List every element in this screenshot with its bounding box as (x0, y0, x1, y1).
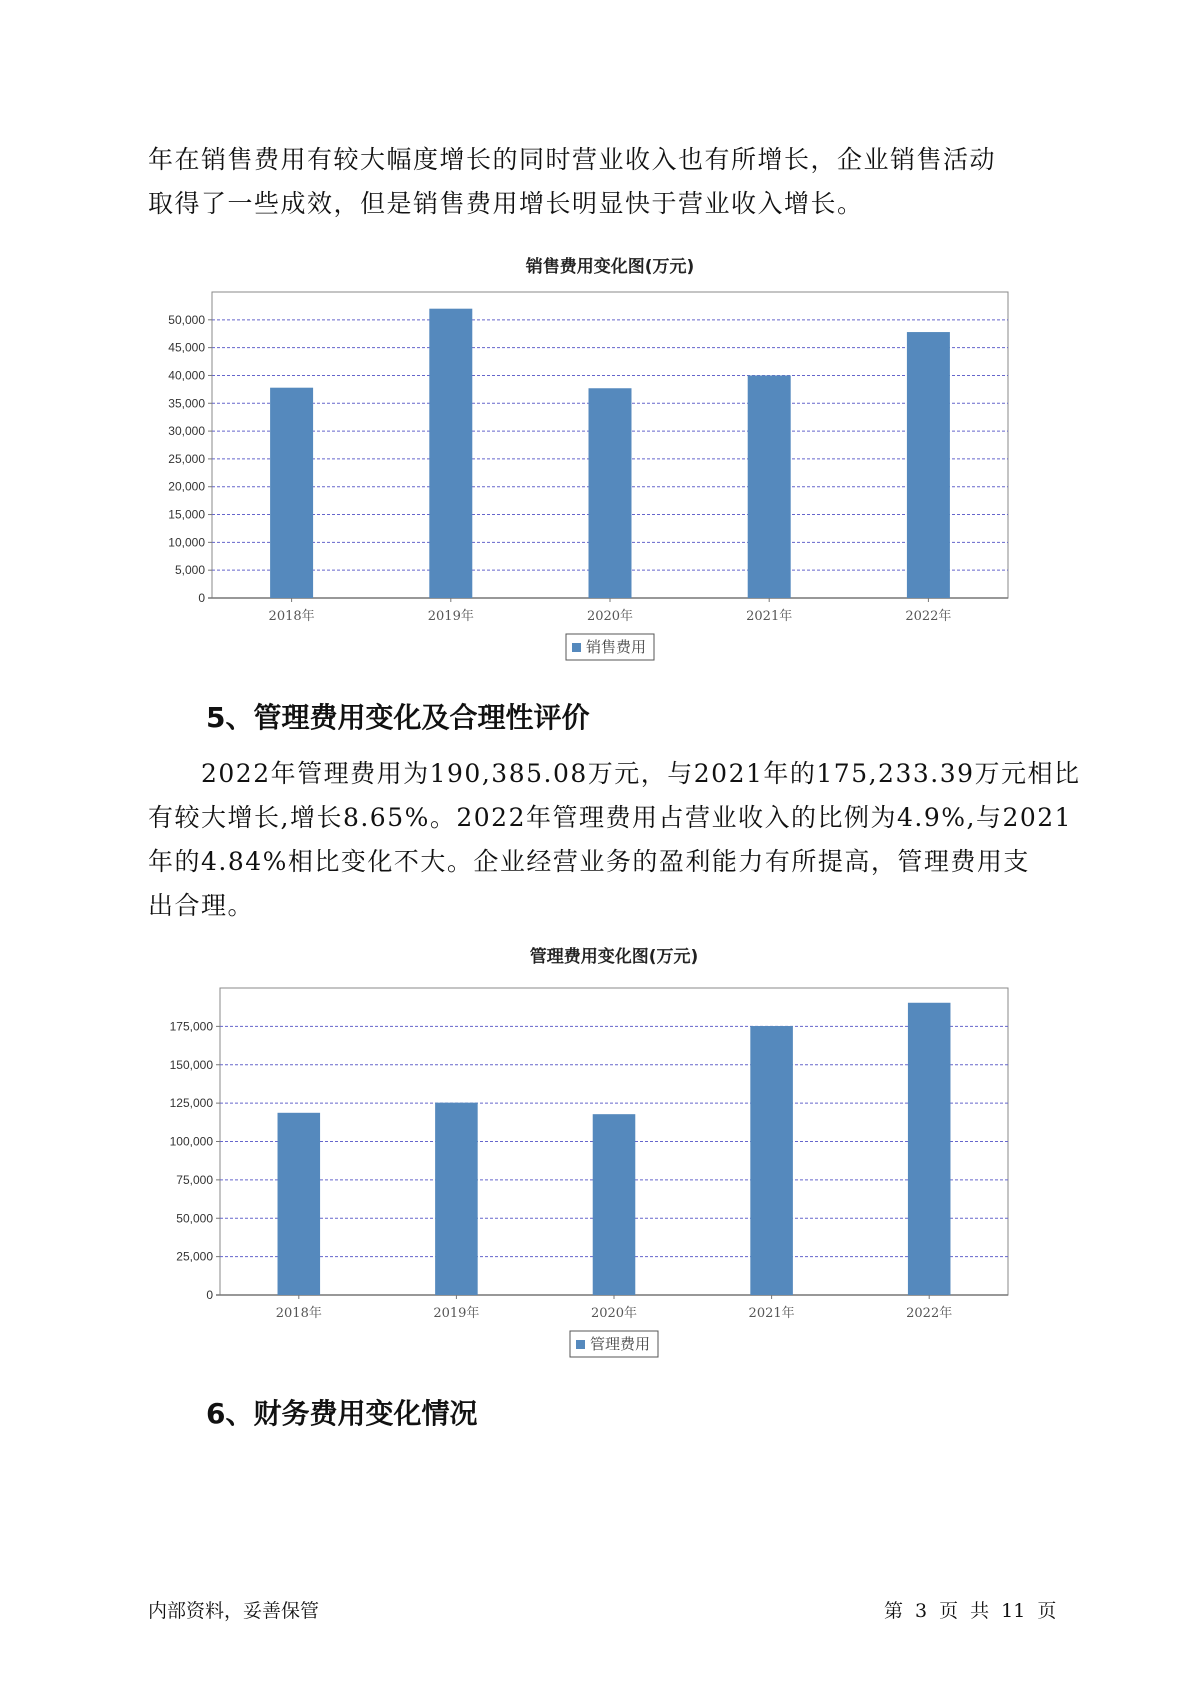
bar (907, 332, 950, 598)
section-5-heading: 5、管理费用变化及合理性评价 (206, 701, 590, 734)
y-tick-label: 40,000 (168, 368, 205, 383)
legend-swatch (576, 1340, 585, 1349)
y-tick-label: 45,000 (168, 340, 205, 355)
y-tick-label: 175,000 (169, 1019, 213, 1034)
y-tick-label: 0 (198, 591, 205, 605)
total-pages: 11 (1001, 1600, 1026, 1622)
bar (748, 375, 791, 598)
legend-swatch (572, 643, 581, 652)
bar (435, 1103, 478, 1295)
y-tick-label: 20,000 (168, 479, 205, 494)
paragraph-line: 有较大增长,增长8.65%。2022年管理费用占营业收入的比例为4.9%,与2021 (148, 803, 1073, 832)
bar (429, 309, 472, 598)
x-tick-label: 2018年 (275, 1306, 322, 1321)
y-tick-label: 15,000 (168, 507, 205, 522)
admin-expense-chart (140, 940, 1060, 1360)
bar (750, 1026, 793, 1295)
admin-expense-chart-svg (140, 940, 1060, 1360)
paragraph-line: 取得了一些成效，但是销售费用增长明显快于营业收入增长。 (148, 189, 864, 218)
x-tick-label: 2022年 (905, 609, 952, 624)
y-tick-label: 25,000 (176, 1249, 213, 1264)
y-tick-label: 35,000 (168, 396, 205, 411)
x-tick-label: 2021年 (746, 609, 793, 624)
sales-expense-chart-svg (140, 250, 1060, 670)
paragraph-line: 年的4.84%相比变化不大。企业经营业务的盈利能力有所提高，管理费用支 (148, 847, 1030, 876)
y-tick-label: 30,000 (168, 424, 205, 439)
x-tick-label: 2019年 (433, 1306, 480, 1321)
page-number: 3 (915, 1600, 928, 1622)
y-tick-label: 50,000 (168, 312, 205, 327)
y-tick-label: 25,000 (168, 451, 205, 466)
legend-label: 销售费用 (586, 638, 647, 656)
y-tick-label: 5,000 (174, 563, 205, 578)
intro-paragraph (148, 138, 1053, 226)
y-tick-label: 150,000 (169, 1057, 213, 1072)
y-tick-label: 75,000 (176, 1172, 213, 1187)
chart-title: 销售费用变化图(万元) (525, 257, 695, 277)
bar (908, 1003, 951, 1295)
bar (270, 388, 313, 598)
x-tick-label: 2021年 (748, 1306, 795, 1321)
x-tick-label: 2019年 (427, 609, 474, 624)
page-prefix: 第 (884, 1600, 904, 1622)
total-prefix: 共 (970, 1600, 990, 1622)
paragraph-line: 出合理。 (148, 891, 255, 920)
legend-label: 管理费用 (590, 1335, 651, 1353)
y-tick-label: 50,000 (176, 1211, 213, 1226)
bar (589, 388, 632, 598)
sales-expense-chart (140, 250, 1060, 670)
x-tick-label: 2022年 (906, 1306, 953, 1321)
page-unit: 页 (939, 1600, 959, 1622)
y-tick-label: 125,000 (169, 1096, 213, 1111)
section-5-paragraph (148, 752, 1081, 928)
y-tick-label: 10,000 (168, 535, 205, 550)
page-indicator (884, 1596, 1068, 1623)
bar (593, 1114, 636, 1295)
paragraph-line: 年在销售费用有较大幅度增长的同时营业收入也有所增长，企业销售活动 (148, 145, 997, 174)
y-tick-label: 100,000 (169, 1134, 213, 1149)
section-6-heading: 6、财务费用变化情况 (206, 1397, 478, 1430)
chart-title: 管理费用变化图(万元) (529, 947, 699, 967)
x-tick-label: 2020年 (586, 609, 634, 624)
x-tick-label: 2018年 (268, 609, 315, 624)
bar (278, 1113, 321, 1295)
paragraph-line: 2022年管理费用为190,385.08万元，与2021年的175,233.39万元相比 (148, 759, 1081, 788)
footer-note: 内部资料，妥善保管 (148, 1600, 320, 1622)
x-tick-label: 2020年 (590, 1306, 638, 1321)
total-unit: 页 (1037, 1600, 1057, 1622)
y-tick-label: 0 (206, 1288, 213, 1302)
